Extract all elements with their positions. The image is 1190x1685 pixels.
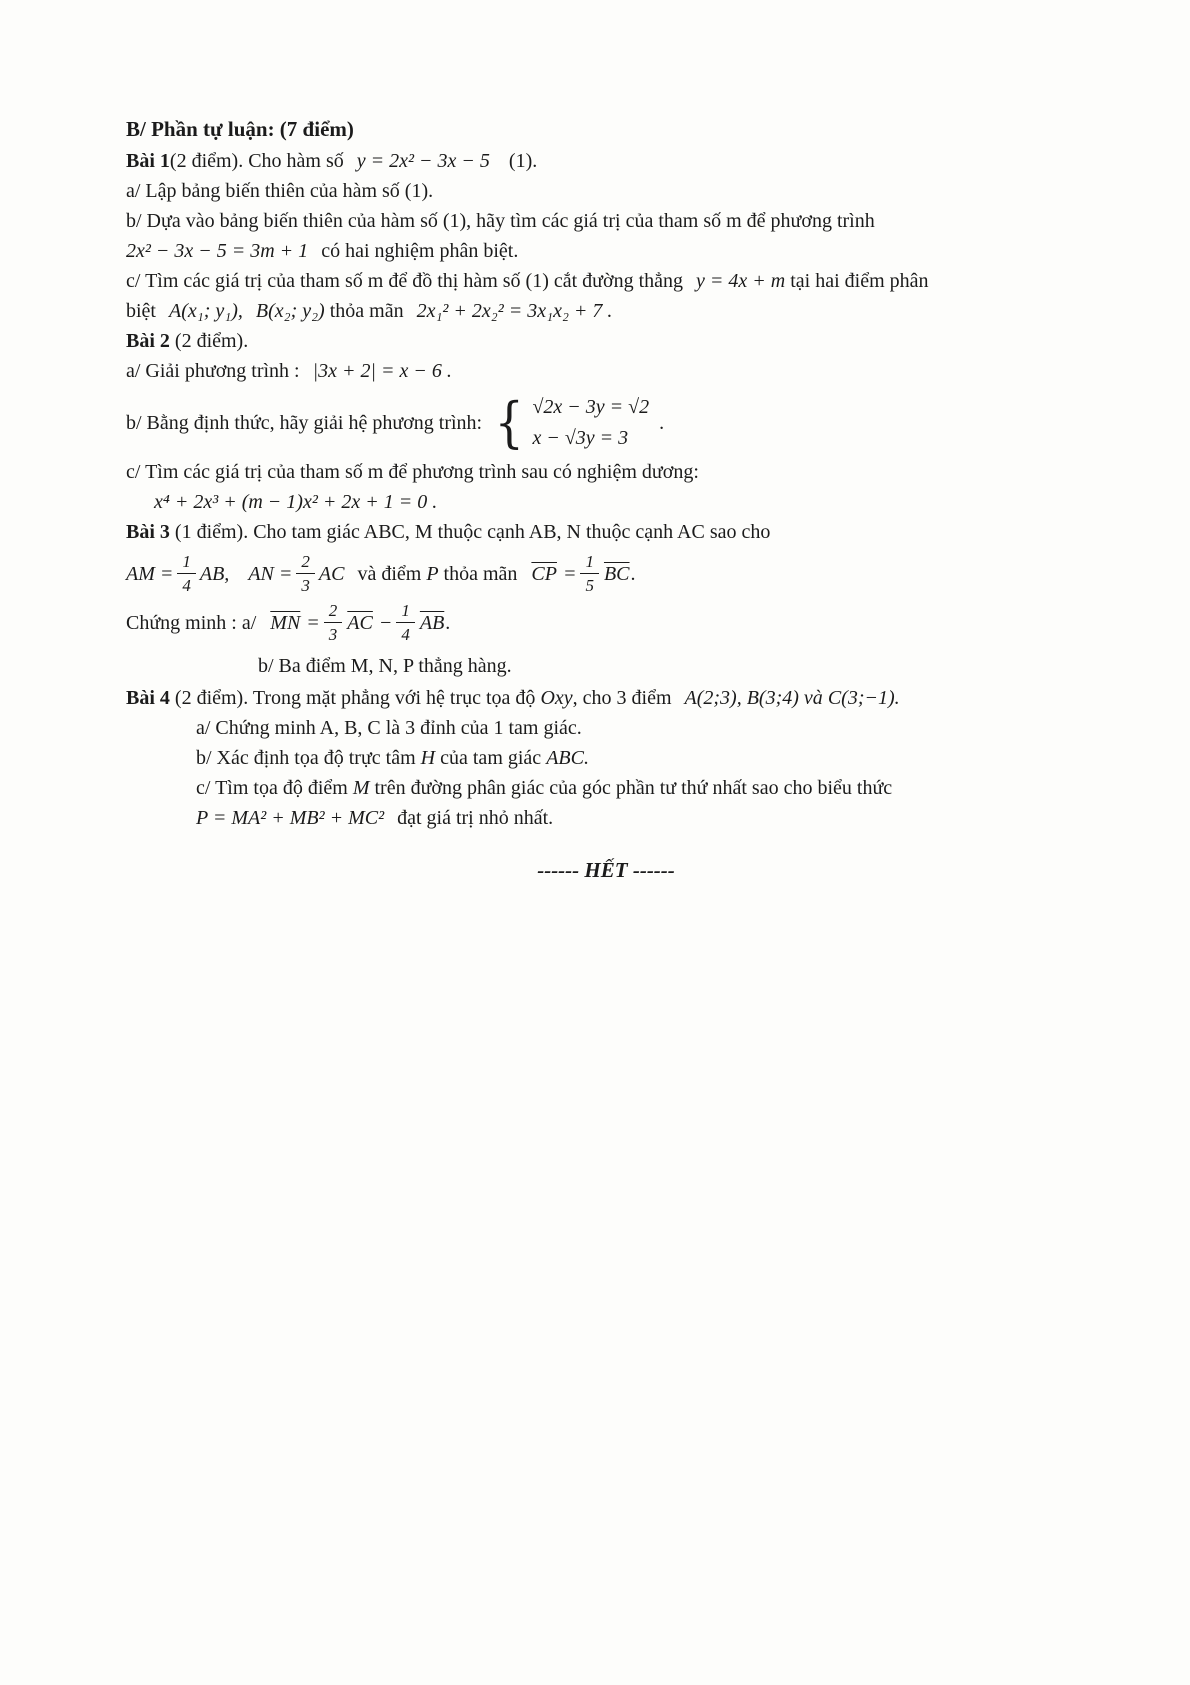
problem-1-intro: (2 điểm). Cho hàm số — [169, 150, 344, 172]
section-title: B/ Phần tự luận: (7 điểm) — [126, 117, 354, 141]
system-equation-2: x − √3y = 3 — [532, 427, 629, 449]
problem-4-part-c-pre: c/ Tìm tọa độ điểm — [196, 777, 348, 799]
min-expression: P = MA² + MB² + MC² — [196, 807, 385, 829]
fraction-1-5 — [580, 553, 599, 594]
problem-2-part-a — [126, 356, 1130, 386]
problem-4-part-b-mid: của tam giác — [440, 747, 542, 769]
problem-4-label: Bài 4 — [126, 687, 170, 709]
and-point-text: và điểm — [357, 563, 422, 586]
system-equation-1: √2x − 3y = √2 — [532, 396, 650, 418]
fraction-numerator: 1 — [177, 553, 196, 574]
minus-sign: − — [378, 612, 393, 635]
point-c: C(3;−1). — [827, 687, 900, 709]
problem-3-conditions-line — [126, 552, 1130, 596]
problem-2a-equation: |3x + 2| = x − 6 . — [312, 360, 452, 382]
fraction-2-3 — [324, 602, 343, 643]
min-value-text: đạt giá trị nhỏ nhất. — [397, 807, 554, 829]
problem-2c-equation-line — [126, 487, 1130, 517]
problem-2-points: (2 điểm). — [174, 330, 249, 352]
vector-cp: $\overline{CP}$ — [531, 563, 557, 586]
period: . — [445, 612, 451, 635]
vector-mn: $\overline{MN}$ — [270, 612, 301, 635]
fraction-numerator: 1 — [396, 602, 415, 623]
problem-2c-equation: x⁴ + 2x³ + (m − 1)x² + 2x + 1 = 0 . — [154, 491, 438, 513]
point-b-coords: B(x₂; y₂) — [255, 300, 325, 322]
problem-1-part-c-line1 — [126, 266, 1130, 296]
fraction-numerator: 2 — [296, 553, 315, 574]
problem-1c2-mid: thỏa mãn — [329, 300, 404, 322]
problem-4-part-a: a/ Chứng minh A, B, C là 3 đỉnh của 1 tam giác. — [196, 717, 582, 739]
point-p: P — [426, 563, 439, 586]
problem-2-part-b — [126, 390, 1130, 454]
problem-2-part-c: c/ Tìm các giá trị của tham số m để phương trình sau có nghiệm dương: — [126, 461, 699, 483]
fraction-denominator: 4 — [401, 625, 410, 644]
problem-4-part-a-line — [126, 713, 1130, 743]
problem-1-formula-tag: (1). — [508, 150, 538, 172]
point-b: B(3;4) — [746, 687, 799, 709]
problem-1c2-word: biệt — [126, 300, 156, 322]
prove-text: Chứng minh : a/ — [126, 612, 257, 635]
problem-3-part-b: b/ Ba điểm M, N, P thẳng hàng. — [258, 655, 512, 677]
and-word: và — [803, 687, 823, 709]
problem-1-formula: y = 2x² − 3x − 5 — [356, 150, 490, 172]
problem-1-label: Bài 1 — [126, 150, 170, 172]
problem-3-label: Bài 3 — [126, 521, 170, 543]
ab-segment: AB, — [199, 563, 230, 586]
point-a-coords: A(x₁; y₁), — [169, 300, 243, 322]
equation-system — [492, 390, 650, 454]
orthocenter-h: H — [420, 747, 436, 769]
ac-segment: AC — [318, 563, 345, 586]
fraction-denominator: 3 — [328, 625, 338, 644]
vector-ab: $\overline{AB}$ — [419, 612, 445, 635]
problem-1b-equation: 2x² − 3x − 5 = 3m + 1 — [126, 240, 309, 262]
problem-1c-line-equation: y = 4x + m — [696, 270, 786, 292]
problem-2a-pre: a/ Giải phương trình : — [126, 360, 300, 382]
system-equations — [532, 394, 649, 451]
problem-1c2-condition: 2x₁² + 2x₂² = 3x₁x₂ + 7 . — [416, 300, 613, 322]
problem-4-part-c-line1 — [126, 773, 1130, 803]
point-a: A(2;3), — [684, 687, 742, 709]
problem-1c-pre: c/ Tìm các giá trị của tham số m để đồ thị hàm số (1) cắt đường thẳng — [126, 270, 684, 292]
problem-1-part-a: a/ Lập bảng biến thiên của hàm số (1). — [126, 180, 434, 202]
problem-1b-tail: có hai nghiệm phân biệt. — [321, 240, 519, 262]
equals-sign: = — [562, 563, 577, 586]
problem-2-label: Bài 2 — [126, 330, 170, 352]
problem-4-part-b-line — [126, 743, 1130, 773]
an-equals: AN = — [248, 563, 293, 586]
period: . — [630, 563, 636, 586]
problem-4-part-c-line2 — [126, 803, 1130, 833]
fraction-2-3 — [296, 553, 315, 594]
problem-3-part-a-line — [126, 601, 1130, 645]
problem-2-heading — [126, 326, 1130, 356]
vector-bc: $\overline{BC}$ — [603, 563, 630, 586]
fraction-denominator: 3 — [301, 576, 310, 595]
fraction-numerator: 2 — [324, 602, 343, 623]
vector-ac: $\overline{AC}$ — [347, 612, 373, 635]
problem-4-mid: , cho 3 điểm — [572, 687, 672, 709]
problem-3-heading — [126, 517, 1130, 547]
equals-sign: = — [306, 612, 320, 635]
problem-1-part-b-line2 — [126, 236, 1130, 266]
problem-4-part-b-pre: b/ Xác định tọa độ trực tâm — [196, 747, 416, 769]
end-marker: ------ HẾT ------ — [537, 858, 675, 882]
problem-1-part-c-line2 — [126, 296, 1130, 326]
fraction-denominator: 4 — [182, 576, 191, 595]
problem-2b-pre: b/ Bằng định thức, hãy giải hệ phương trình: — [126, 411, 483, 434]
fraction-numerator: 1 — [580, 553, 599, 574]
satisfies-text: thỏa mãn — [443, 563, 518, 586]
system-brace: { — [494, 390, 524, 454]
problem-4-part-c-tail: trên đường phân giác của góc phần tư thứ nhất sao cho biểu thức — [374, 777, 893, 799]
problem-1-part-b-line1: b/ Dựa vào bảng biến thiên của hàm số (1), hãy tìm các giá trị của tham số m để phương trình — [126, 210, 875, 232]
fraction-1-4 — [177, 553, 196, 594]
problem-1-intro-line — [126, 146, 1130, 176]
fraction-1-4 — [396, 602, 415, 643]
problem-3-intro: (1 điểm). Cho tam giác ABC, M thuộc cạnh AB, N thuộc cạnh AC sao cho — [174, 521, 771, 543]
triangle-abc: ABC. — [546, 747, 589, 769]
fraction-denominator: 5 — [585, 576, 594, 595]
problem-1c-post: tại hai điểm phân — [790, 270, 929, 292]
oxy-system: Oxy — [540, 687, 573, 709]
system-period: . — [659, 411, 665, 434]
am-equals: AM = — [126, 563, 174, 586]
problem-4-intro: (2 điểm). Trong mặt phẳng với hệ trục tọa độ — [174, 687, 536, 709]
problem-4-heading — [126, 683, 1130, 713]
problem-3-part-b-line — [126, 651, 1130, 681]
point-m: M — [352, 777, 370, 799]
